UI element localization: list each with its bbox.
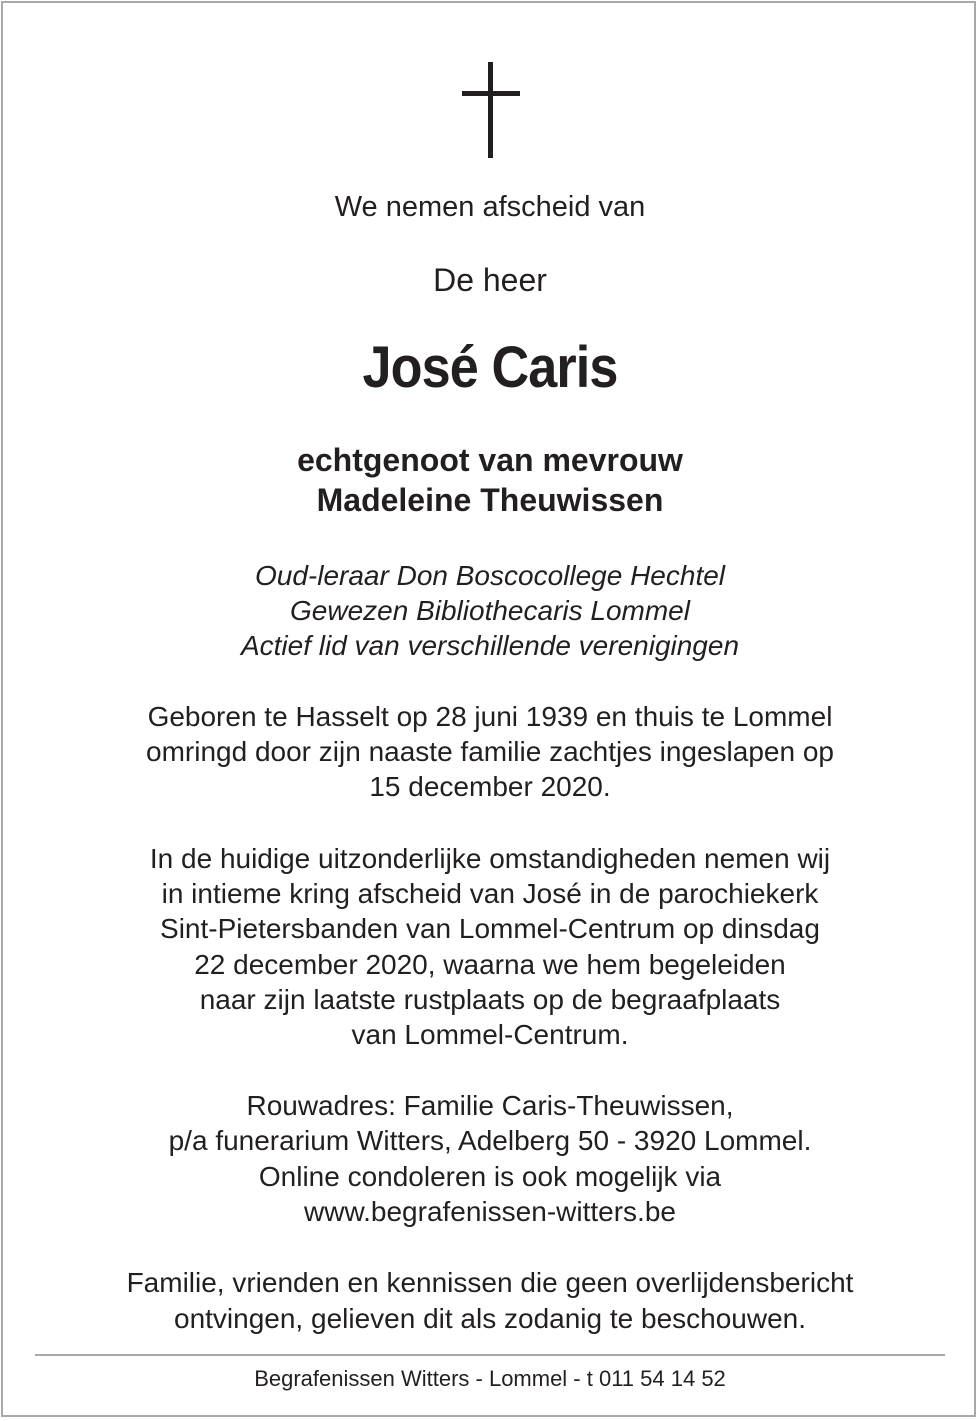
footer-contact: Begrafenissen Witters - Lommel - t 011 54 14 52 (254, 1366, 726, 1391)
honorific: De heer (433, 262, 547, 298)
address-line: p/a funerarium Witters, Adelberg 50 - 3920 Lommel. (168, 1125, 812, 1156)
website-link[interactable]: www.begrafenissen-witters.be (304, 1196, 676, 1227)
birth-death-line: omringd door zijn naaste familie zachtjes ingeslapen op (146, 736, 834, 767)
spouse-name: Madeleine Theuwissen (316, 482, 664, 518)
ceremony-line: Sint-Pietersbanden van Lommel-Centrum op dinsdag (160, 913, 820, 944)
spouse-line: echtgenoot van mevrouw (297, 442, 683, 478)
intro-text: We nemen afscheid van (334, 191, 646, 223)
birth-death-line: Geboren te Hasselt op 28 juni 1939 en thuis te Lommel (147, 701, 833, 732)
footer-divider (35, 1354, 945, 1356)
role-line: Gewezen Bibliothecaris Lommel (290, 595, 690, 626)
ceremony-line: 22 december 2020, waarna we hem begeleiden (194, 949, 786, 980)
closing-line: Familie, vrienden en kennissen die geen overlijdensbericht (126, 1267, 854, 1298)
ceremony-line: naar zijn laatste rustplaats op de begraafplaats (199, 984, 781, 1015)
birth-death-line: 15 december 2020. (369, 771, 611, 802)
address-line: Online condoleren is ook mogelijk via (258, 1161, 722, 1192)
ceremony-line: van Lommel-Centrum. (351, 1019, 629, 1050)
role-line: Oud-leraar Don Boscocollege Hechtel (254, 560, 726, 591)
role-line: Actief lid van verschillende verenigingen (240, 630, 740, 661)
closing-line: ontvingen, gelieven dit als zodanig te beschouwen. (174, 1303, 806, 1334)
cross-icon (462, 62, 520, 160)
ceremony-line: In de huidige uitzonderlijke omstandigheden nemen wij (149, 843, 831, 874)
address-line: Rouwadres: Familie Caris-Theuwissen, (246, 1090, 734, 1121)
ceremony-line: in intieme kring afscheid van José in de parochiekerk (161, 878, 819, 909)
deceased-name: José Caris (362, 335, 618, 400)
